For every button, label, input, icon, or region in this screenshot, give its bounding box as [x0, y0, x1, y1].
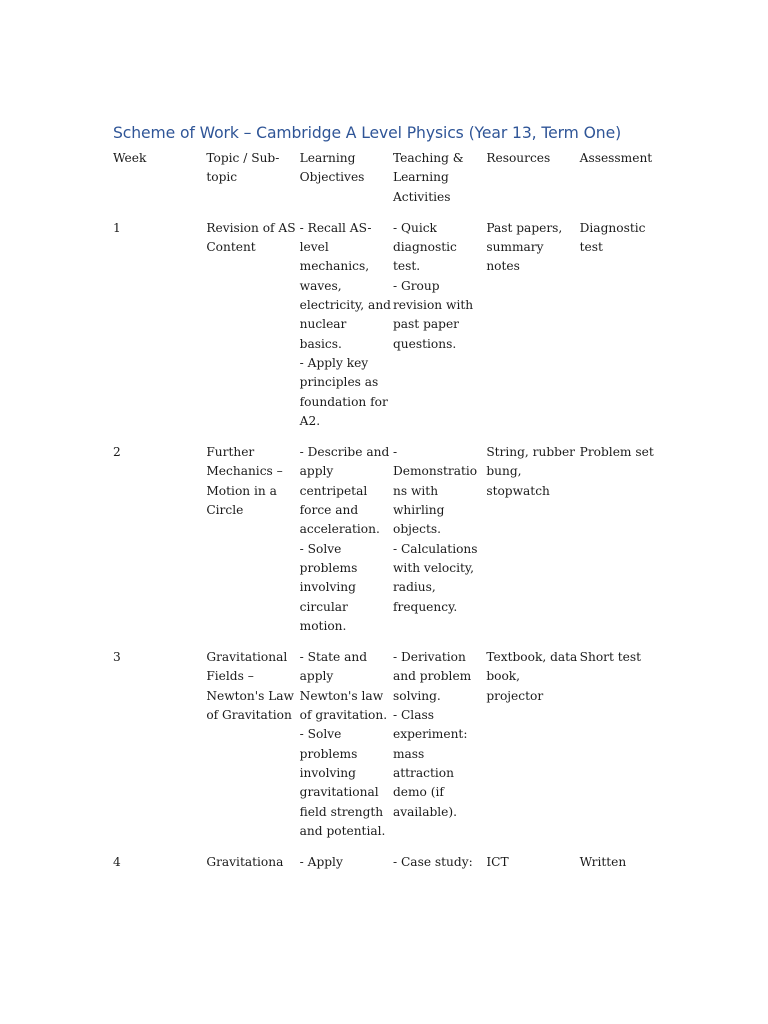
cell-activities: - Quick diagnostic test. - Group revision with past paper questions. — [392, 220, 474, 351]
cell-week: 1 — [113, 220, 121, 235]
header-resources: Resources — [486, 151, 551, 165]
table-row — [113, 853, 673, 884]
cell-activities: - Derivation and problem solving. - Class experiment: mass attraction demo (if available). — [392, 650, 472, 819]
cell-objectives: - Describe and apply centripetal force and acceleration. - Solve problems involving circular motion. — [299, 445, 390, 633]
cell-objectives: - State and apply Newton's law of gravitation. - Solve problems involving gravitational field strength and potential. — [299, 650, 388, 838]
cell-topic: Further Mechanics – Motion in a Circle — [206, 445, 283, 518]
cell-week: 3 — [113, 650, 121, 665]
cell-resources: ICT — [486, 855, 509, 870]
cell-objectives: - Apply — [299, 855, 343, 870]
cell-week: 4 — [113, 855, 121, 870]
cell-assessment: Short test — [579, 650, 642, 665]
header-objectives: Learning Objectives — [299, 151, 365, 185]
cell-topic: Gravitational Fields – Newton's Law of Gravitation — [206, 650, 294, 723]
cell-assessment: Diagnostic test — [579, 220, 646, 255]
table-row — [113, 443, 673, 648]
header-activities: Teaching & Learning Activities — [392, 151, 464, 204]
cell-objectives: - Recall AS-level mechanics, waves, electricity, and nuclear basics. - Apply key principles as foundation for A2. — [299, 220, 391, 428]
cell-resources: String, rubber bung, stopwatch — [486, 445, 575, 498]
cell-assessment: Written — [579, 855, 627, 870]
cell-resources: Textbook, data book, projector — [486, 650, 578, 703]
cell-week: 2 — [113, 445, 121, 460]
cell-activities: - Demonstrations with whirling objects. - Calculations with velocity, radius, frequency. — [392, 445, 478, 614]
cell-topic: Revision of AS Content — [206, 220, 296, 255]
header-assessment: Assessment — [579, 151, 653, 165]
header-week: Week — [113, 151, 147, 165]
table-header-row — [113, 149, 673, 219]
cell-resources: Past papers, summary notes — [486, 220, 563, 274]
table-row — [113, 219, 673, 443]
scheme-table — [113, 149, 673, 884]
header-topic: Topic / Sub-topic — [206, 151, 280, 185]
cell-activities: - Case study: — [392, 855, 473, 870]
document-title: Scheme of Work – Cambridge A Level Physics (Year 13, Term One) — [113, 124, 622, 142]
table-row — [113, 648, 673, 853]
cell-assessment: Problem set — [579, 445, 654, 460]
cell-topic: Gravitationa — [206, 855, 284, 870]
